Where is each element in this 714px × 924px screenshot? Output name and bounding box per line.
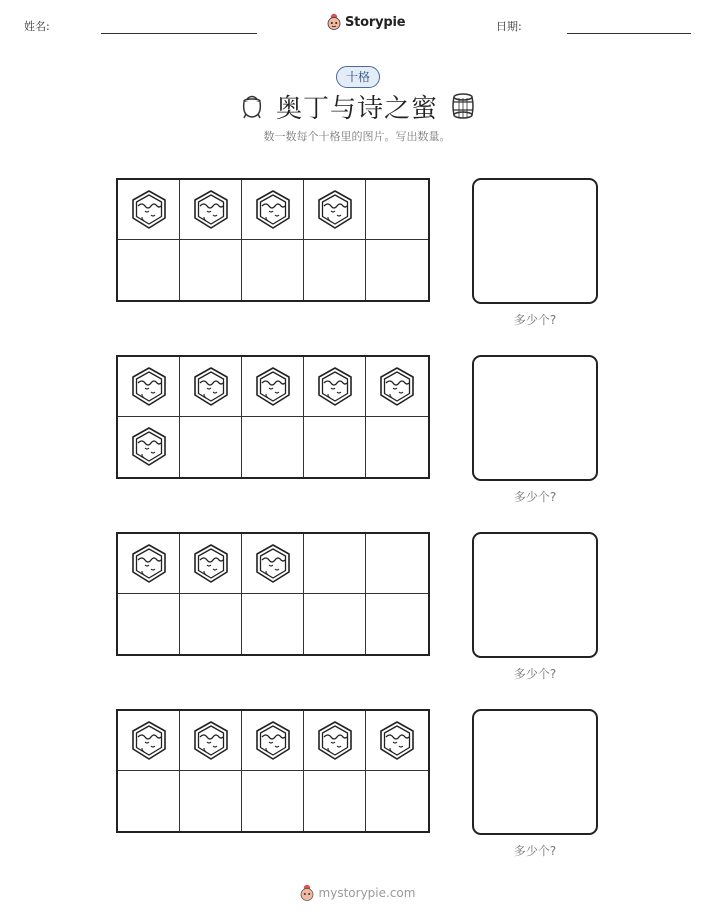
ten-frame-cell	[366, 594, 428, 654]
ten-frame-cell	[242, 771, 304, 831]
honey-hexagon-icon	[192, 543, 230, 585]
ten-frame-cell	[304, 594, 366, 654]
ten-frame-cell	[366, 240, 428, 300]
ten-frame-cell	[180, 771, 242, 831]
honey-hexagon-icon	[130, 720, 168, 762]
ten-frame-cell	[366, 417, 428, 477]
ten-frame-cell	[180, 357, 242, 417]
page-title: 奥丁与诗之蜜	[275, 94, 438, 124]
ten-frame-cell	[304, 771, 366, 831]
ten-frame-cell	[180, 417, 242, 477]
ten-frame-cell	[242, 417, 304, 477]
ten-frame-cell	[118, 417, 180, 477]
honey-hexagon-icon	[130, 189, 168, 231]
ten-frame-cell	[304, 711, 366, 771]
ten-frame-cell	[304, 180, 366, 240]
ten-frame-3	[116, 532, 430, 656]
honey-hexagon-icon	[316, 720, 354, 762]
brand-logo	[326, 13, 405, 31]
honey-hexagon-icon	[378, 366, 416, 408]
date-line[interactable]	[567, 33, 691, 34]
answer-prompt-3: 多少个?	[513, 667, 557, 681]
honey-hexagon-icon	[192, 366, 230, 408]
answer-prompt-1: 多少个?	[513, 313, 557, 327]
ten-frame-cell	[118, 594, 180, 654]
answer-box-1[interactable]	[472, 178, 598, 304]
ten-frame-cell	[366, 534, 428, 594]
honey-hexagon-icon	[130, 366, 168, 408]
brand-name: Storypie	[345, 14, 406, 30]
ten-frame-1	[116, 178, 430, 302]
ten-frame-cell	[118, 357, 180, 417]
answer-box-2[interactable]	[472, 355, 598, 481]
ten-frame-cell	[366, 357, 428, 417]
ten-frame-cell	[366, 771, 428, 831]
honey-hexagon-icon	[254, 720, 292, 762]
ten-frame-cell	[366, 711, 428, 771]
footer	[0, 884, 714, 902]
ten-frame-cell	[242, 534, 304, 594]
ten-frame-cell	[242, 240, 304, 300]
honey-hexagon-icon	[316, 189, 354, 231]
ten-frame-cell	[242, 180, 304, 240]
storypie-mascot-icon	[326, 13, 342, 31]
ten-frame-cell	[180, 534, 242, 594]
honey-hexagon-icon	[254, 189, 292, 231]
ten-frame-cell	[180, 240, 242, 300]
ten-frame-cell	[304, 357, 366, 417]
ten-frame-cell	[304, 534, 366, 594]
honey-hexagon-icon	[192, 189, 230, 231]
barrel-icon	[449, 92, 477, 120]
instructions: 数一数每个十格里的图片。写出数量。	[263, 130, 451, 143]
ten-frame-cell	[180, 711, 242, 771]
ten-frame-cell	[118, 711, 180, 771]
honey-hexagon-icon	[254, 366, 292, 408]
honey-hexagon-icon	[130, 543, 168, 585]
name-line[interactable]	[101, 33, 257, 34]
storypie-mascot-icon	[299, 884, 315, 902]
answer-prompt-2: 多少个?	[513, 490, 557, 504]
footer-url[interactable]: mystorypie.com	[318, 886, 416, 900]
ten-frame-4	[116, 709, 430, 833]
ten-frame-cell	[304, 417, 366, 477]
honey-hexagon-icon	[254, 543, 292, 585]
ten-frame-cell	[180, 594, 242, 654]
honey-hexagon-icon	[192, 720, 230, 762]
ten-frame-cell	[118, 240, 180, 300]
answer-prompt-4: 多少个?	[513, 844, 557, 858]
answer-box-3[interactable]	[472, 532, 598, 658]
honey-hexagon-icon	[316, 366, 354, 408]
ten-frame-cell	[242, 594, 304, 654]
ten-frame-cell	[366, 180, 428, 240]
ten-frame-cell	[304, 240, 366, 300]
ten-frame-cell	[118, 180, 180, 240]
date-label: 日期:	[496, 20, 522, 33]
ten-frame-cell	[180, 180, 242, 240]
ten-frame-cell	[242, 711, 304, 771]
ten-frame-cell	[242, 357, 304, 417]
honey-hexagon-icon	[130, 426, 168, 468]
honey-hexagon-icon	[378, 720, 416, 762]
answer-box-4[interactable]	[472, 709, 598, 835]
ten-frame-2	[116, 355, 430, 479]
ten-frame-cell	[118, 771, 180, 831]
ten-frame-badge: 十格	[336, 66, 380, 88]
ten-frame-cell	[118, 534, 180, 594]
name-label: 姓名:	[24, 20, 50, 33]
